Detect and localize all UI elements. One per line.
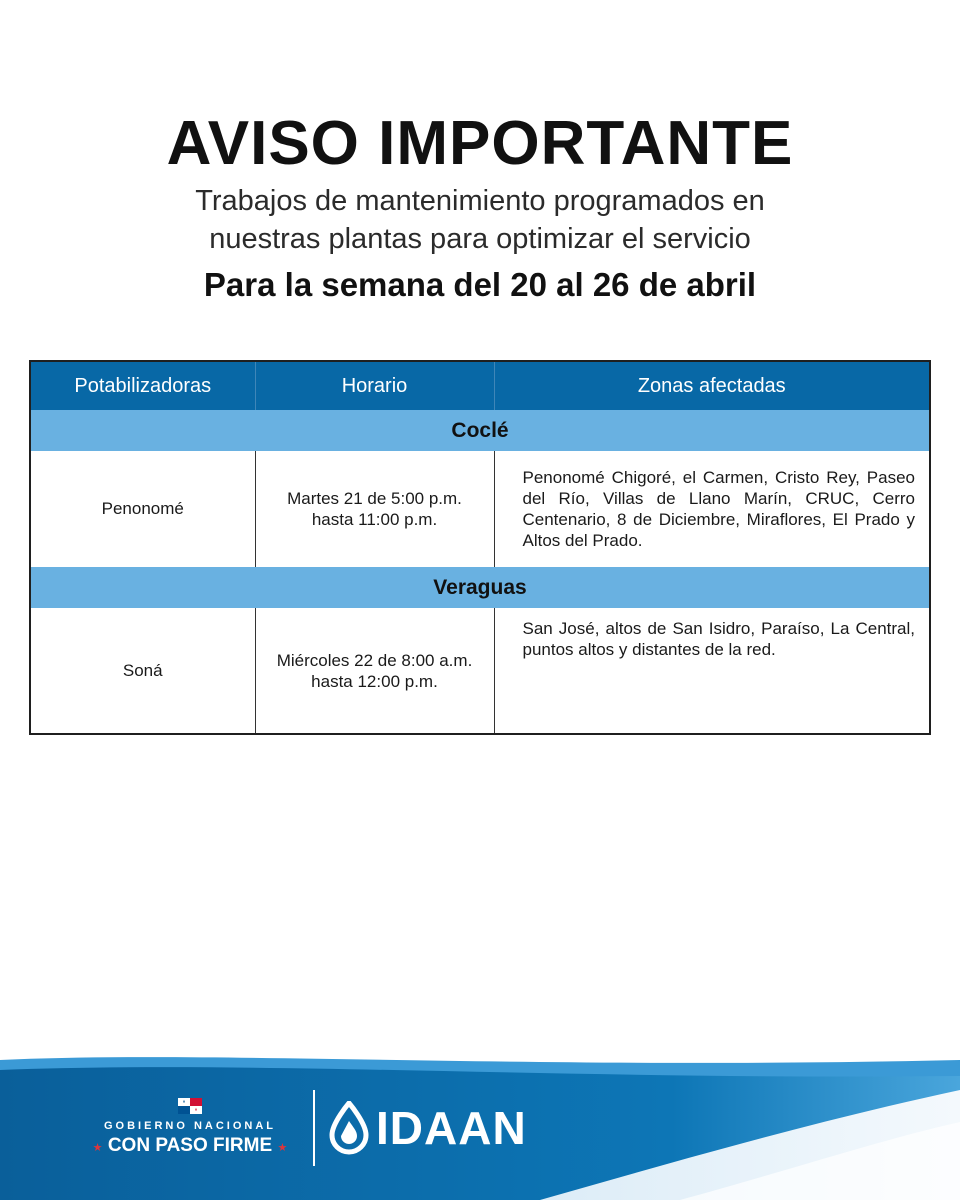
star-icon: ★ bbox=[277, 1142, 288, 1154]
gov-line-2: CON PASO FIRME bbox=[107, 1135, 273, 1156]
subtitle-line-2: nuestras plantas para optimizar el servicio bbox=[209, 223, 751, 255]
notice-title: AVISO IMPORTANTE bbox=[166, 109, 794, 178]
water-drop-icon bbox=[328, 1101, 370, 1155]
hours-line-2: hasta 11:00 p.m. bbox=[311, 510, 438, 529]
footer-divider bbox=[313, 1090, 315, 1166]
hours-line-2: hasta 12:00 p.m. bbox=[311, 671, 438, 691]
idaan-logo bbox=[328, 1100, 527, 1156]
zones-cell: Penonomé Chigoré, el Carmen, Cristo Rey, Paseo del Río, Villas de Llano Marín, CRUC, Cerro Centenario, 8 de Diciembre, Miraflores, El Prado y Altos del Prado. bbox=[494, 451, 930, 567]
region-row-veraguas bbox=[30, 567, 930, 608]
zones-cell: San José, altos de San Isidro, Paraíso, La Central, puntos altos y distantes de la red. bbox=[494, 608, 930, 734]
column-header-plants: Potabilizadoras bbox=[30, 361, 255, 410]
hours-cell bbox=[255, 451, 494, 567]
plant-cell: Penonomé bbox=[101, 499, 184, 518]
hours-cell bbox=[255, 608, 494, 734]
government-logo bbox=[82, 1098, 298, 1157]
table-row bbox=[30, 608, 930, 734]
panama-flag-icon bbox=[178, 1098, 202, 1114]
week-range: Para la semana del 20 al 26 de abril bbox=[203, 266, 757, 303]
subtitle-line-1: Trabajos de mantenimiento programados en bbox=[195, 185, 765, 217]
hours-line-1: Martes 21 de 5:00 p.m. bbox=[287, 489, 462, 508]
maintenance-schedule-table bbox=[29, 360, 931, 735]
table-row bbox=[30, 451, 930, 567]
star-icon: ★ bbox=[92, 1142, 103, 1154]
plant-cell: Soná bbox=[122, 660, 163, 680]
region-name: Veraguas bbox=[30, 567, 930, 608]
column-header-hours: Horario bbox=[255, 361, 494, 410]
region-row-cocle bbox=[30, 410, 930, 451]
notice-subtitle bbox=[0, 182, 960, 258]
brand-name: IDAAN bbox=[376, 1102, 527, 1154]
column-header-zones: Zonas afectadas bbox=[494, 361, 930, 410]
table-header-row bbox=[30, 361, 930, 410]
gov-line-1: GOBIERNO NACIONAL bbox=[104, 1120, 276, 1132]
hours-line-1: Miércoles 22 de 8:00 a.m. bbox=[276, 650, 473, 670]
gov-line-2-wrapper bbox=[82, 1135, 298, 1157]
region-name: Coclé bbox=[30, 410, 930, 451]
